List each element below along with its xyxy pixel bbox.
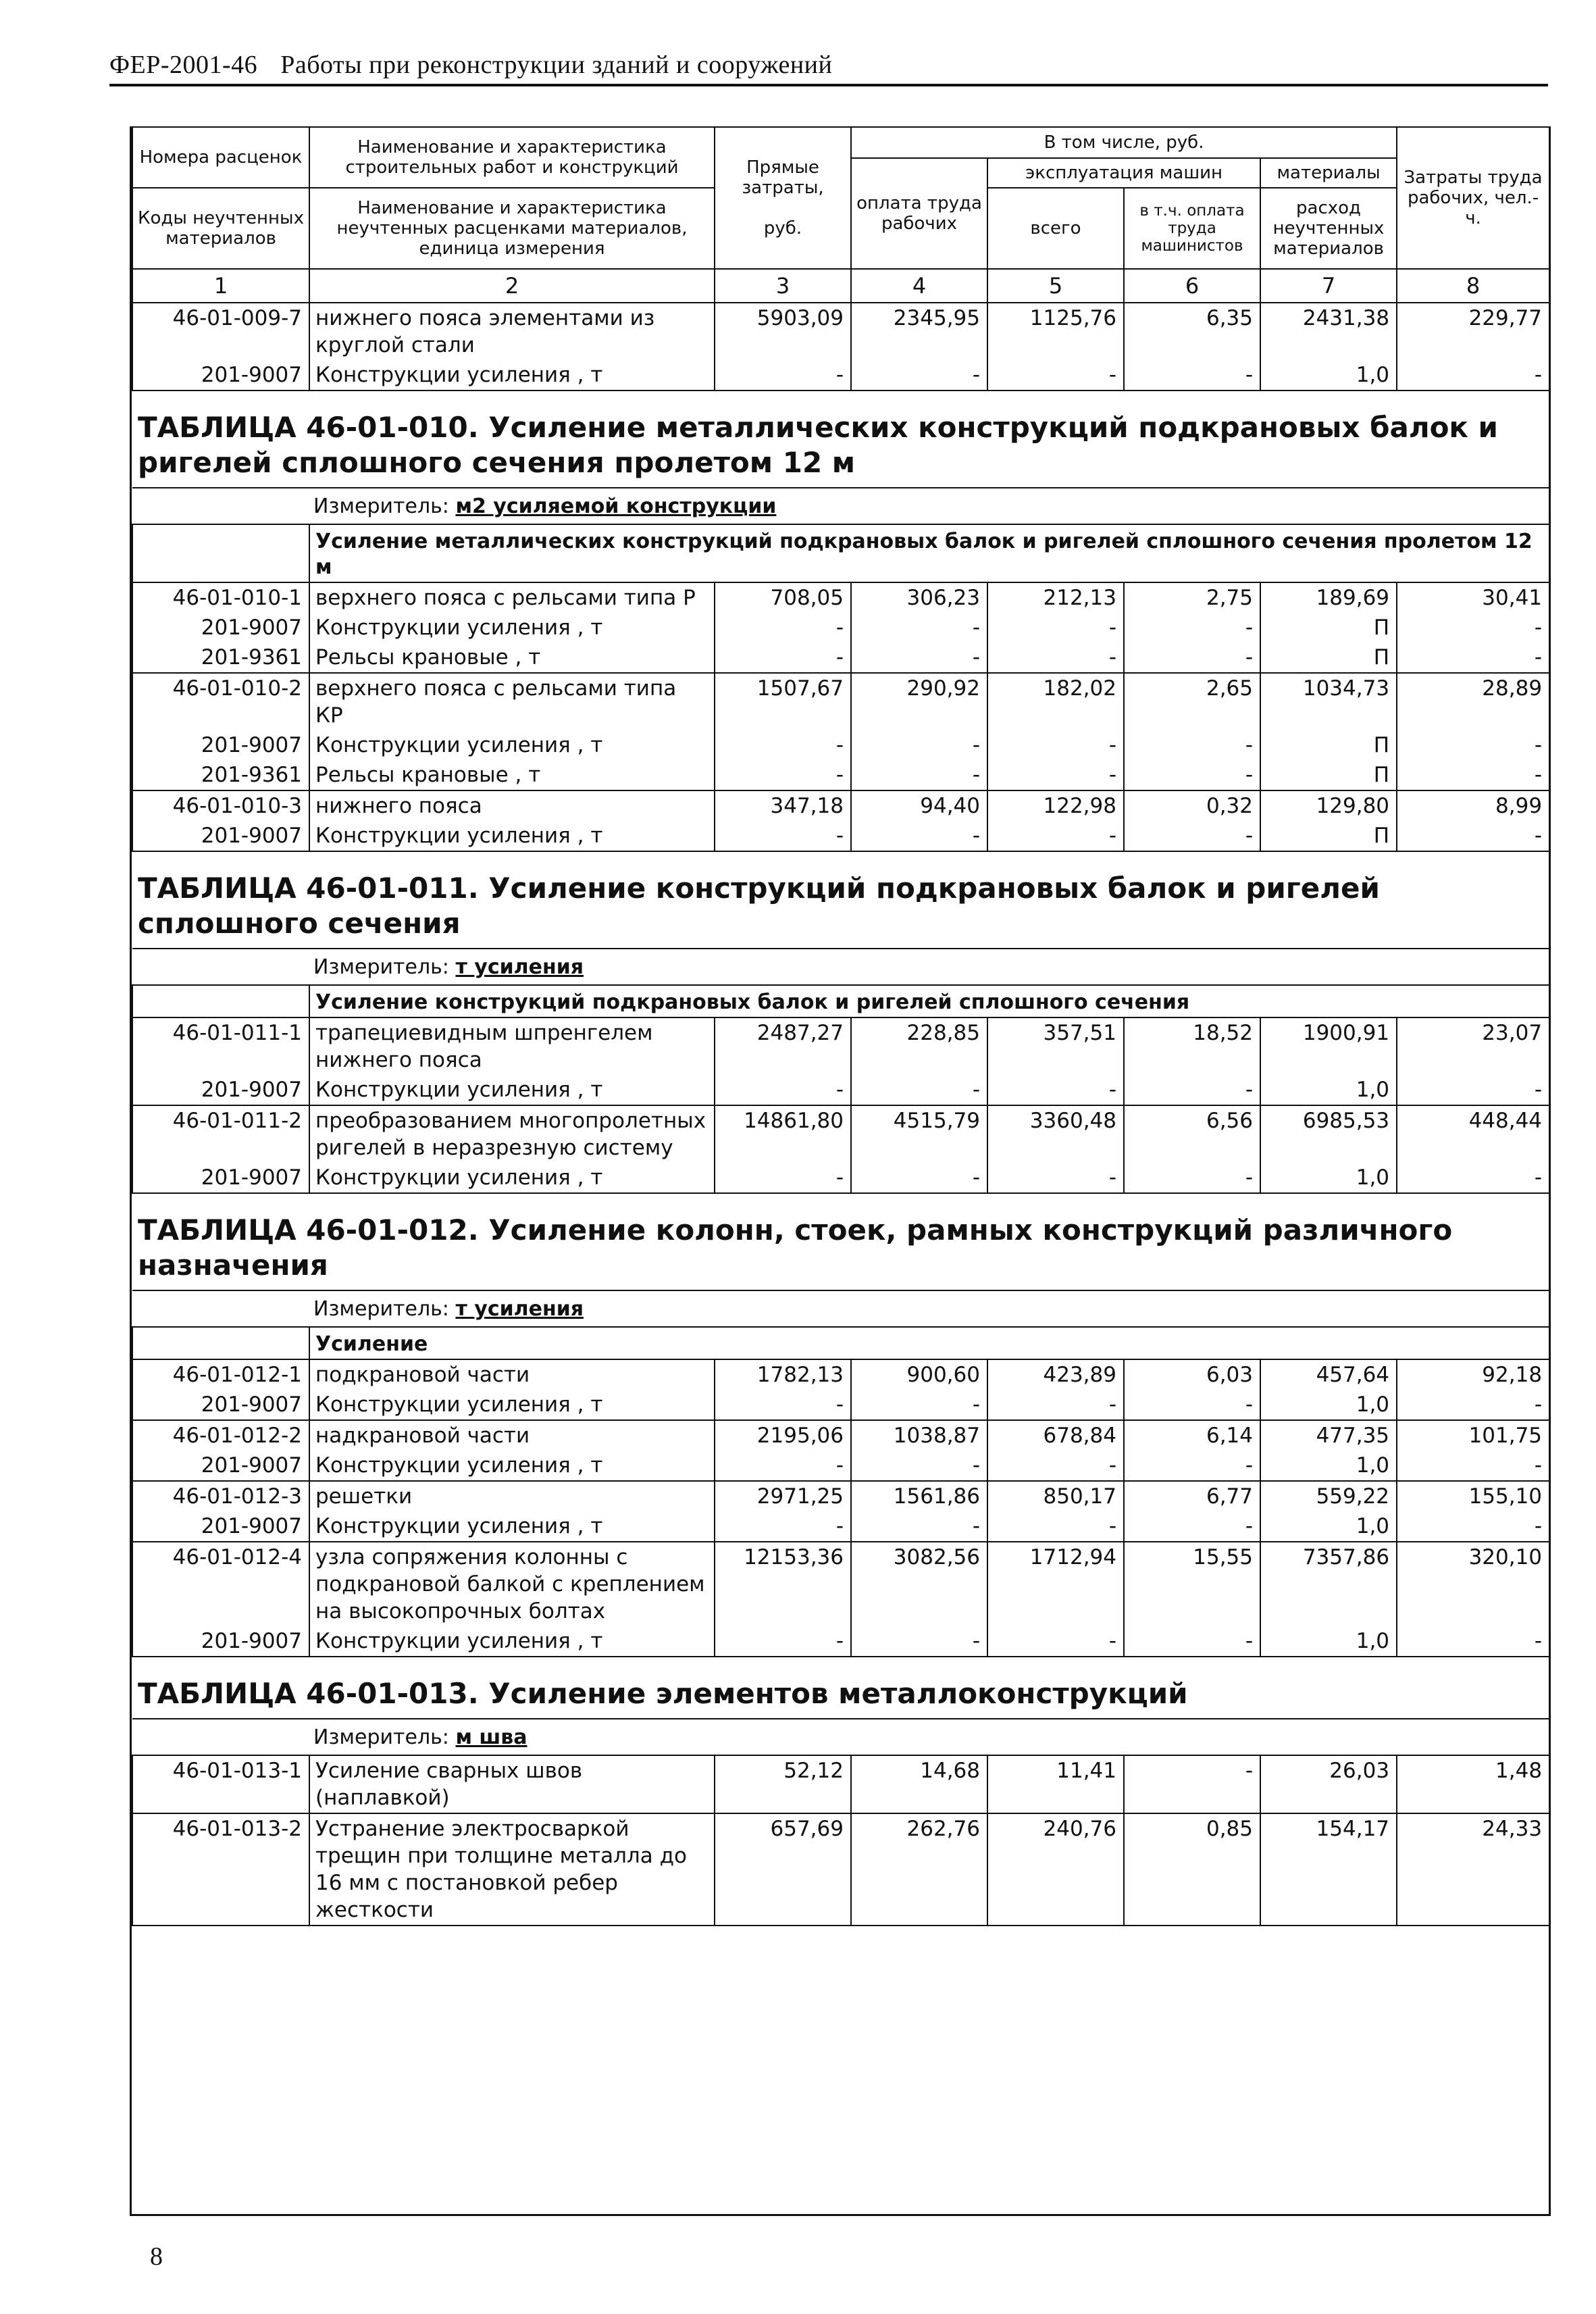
meter — [132, 1719, 1549, 1755]
section-row — [132, 524, 1549, 582]
machine-cost: 212,13 — [987, 582, 1124, 613]
table-row — [132, 1359, 1549, 1390]
machine-cost: 1125,76 — [987, 303, 1124, 360]
material-code: 201-9007 — [132, 1451, 309, 1481]
machinist-labor-cost: 2,75 — [1124, 582, 1260, 613]
machinist-labor-cost: - — [1124, 1390, 1260, 1420]
machinist-labor-cost: 0,85 — [1124, 1813, 1260, 1926]
labor-hours: - — [1397, 821, 1549, 851]
direct-cost: 347,18 — [715, 790, 851, 821]
machine-cost: 240,76 — [987, 1813, 1124, 1926]
header-materials: материалы — [1260, 158, 1397, 188]
material-description: Конструкции усиления , т — [309, 1390, 715, 1420]
materials-cost: 1900,91 — [1260, 1017, 1397, 1075]
header-workers: Затраты труда рабочих, чел.-ч. — [1397, 127, 1549, 269]
direct-cost: - — [715, 1075, 851, 1105]
machine-cost: - — [987, 613, 1124, 643]
rate-description: надкрановой части — [309, 1420, 715, 1451]
labor-hours: 8,99 — [1397, 790, 1549, 821]
materials-cost: 1,0 — [1260, 1626, 1397, 1657]
meter — [132, 949, 1549, 985]
materials-cost: 1,0 — [1260, 1451, 1397, 1481]
direct-cost: 1507,67 — [715, 673, 851, 730]
section-heading: Усиление конструкций подкрановых балок и ригелей сплошного сечения — [309, 985, 1549, 1017]
material-row — [132, 643, 1549, 673]
table-row — [132, 1481, 1549, 1511]
meter-row — [132, 949, 1549, 985]
table-row — [132, 1542, 1549, 1626]
document-code: ФЕР-2001-46 — [109, 51, 258, 79]
table-header-row — [132, 127, 1549, 158]
rate-description: трапециевидным шпренгелем нижнего пояса — [309, 1017, 715, 1075]
machinist-labor-cost: 6,03 — [1124, 1359, 1260, 1390]
material-description: Конструкции усиления , т — [309, 821, 715, 851]
direct-cost: - — [715, 1163, 851, 1193]
rate-description: подкрановой части — [309, 1359, 715, 1390]
section-blank — [132, 524, 309, 582]
material-row — [132, 821, 1549, 851]
column-number: 1 — [132, 269, 309, 303]
material-row — [132, 1390, 1549, 1420]
machinist-labor-cost: - — [1124, 1075, 1260, 1105]
material-description: Рельсы крановые , т — [309, 760, 715, 790]
meter-value: м2 усиляемой конструкции — [455, 495, 777, 518]
material-code: 201-9007 — [132, 1075, 309, 1105]
page-number: 8 — [150, 2242, 163, 2271]
labor-cost: - — [851, 730, 987, 760]
material-code: 201-9007 — [132, 821, 309, 851]
direct-cost: 657,69 — [715, 1813, 851, 1926]
machine-cost: - — [987, 1511, 1124, 1542]
machine-cost: - — [987, 1626, 1124, 1657]
rate-code: 46-01-010-3 — [132, 790, 309, 821]
machinist-labor-cost: 6,14 — [1124, 1420, 1260, 1451]
materials-cost: П — [1260, 643, 1397, 673]
direct-cost: - — [715, 730, 851, 760]
labor-hours: - — [1397, 1626, 1549, 1657]
labor-hours: - — [1397, 360, 1549, 391]
labor-cost: 14,68 — [851, 1755, 987, 1813]
machine-cost: 1712,94 — [987, 1542, 1124, 1626]
meter-row — [132, 1719, 1549, 1755]
direct-cost: 2195,06 — [715, 1420, 851, 1451]
machinist-labor-cost: - — [1124, 760, 1260, 790]
machinist-labor-cost: 0,32 — [1124, 790, 1260, 821]
column-number: 6 — [1124, 269, 1260, 303]
labor-hours: 92,18 — [1397, 1359, 1549, 1390]
machinist-labor-cost: 2,65 — [1124, 673, 1260, 730]
labor-cost: - — [851, 760, 987, 790]
material-description: Конструкции усиления , т — [309, 1511, 715, 1542]
meter-value: т усиления — [455, 955, 584, 979]
section-blank — [132, 985, 309, 1017]
labor-cost: 262,76 — [851, 1813, 987, 1926]
materials-cost: П — [1260, 821, 1397, 851]
material-description: Конструкции усиления , т — [309, 730, 715, 760]
rate-code: 46-01-010-2 — [132, 673, 309, 730]
rate-description: преобразованием многопролетных ригелей в неразрезную систему — [309, 1105, 715, 1163]
machinist-labor-cost: - — [1124, 360, 1260, 391]
labor-cost: - — [851, 360, 987, 391]
labor-hours: 229,77 — [1397, 303, 1549, 360]
section-row — [132, 985, 1549, 1017]
machinist-labor-cost: - — [1124, 1626, 1260, 1657]
table-title: ТАБЛИЦА 46-01-010. Усиление металлических конструкций подкрановых балок и ригелей сплошного сечения пролетом 12 м — [132, 391, 1549, 488]
machinist-labor-cost: - — [1124, 1163, 1260, 1193]
meter-label: Измеритель: — [313, 495, 449, 518]
document-title: Работы при реконструкции зданий и сооружений — [280, 51, 833, 79]
meter — [132, 488, 1549, 524]
machine-cost: - — [987, 360, 1124, 391]
materials-cost: 129,80 — [1260, 790, 1397, 821]
header-labor: оплата труда рабочих — [851, 158, 987, 269]
machine-cost: 678,84 — [987, 1420, 1124, 1451]
table-row — [132, 1755, 1549, 1813]
labor-cost: 1038,87 — [851, 1420, 987, 1451]
table-title: ТАБЛИЦА 46-01-012. Усиление колонн, стоек, рамных конструкций различного назначения — [132, 1193, 1549, 1290]
material-row — [132, 760, 1549, 790]
material-row — [132, 1451, 1549, 1481]
table-title: ТАБЛИЦА 46-01-011. Усиление конструкций подкрановых балок и ригелей сплошного сечения — [132, 851, 1549, 949]
direct-cost: - — [715, 1511, 851, 1542]
machine-cost: 11,41 — [987, 1755, 1124, 1813]
direct-cost: 2487,27 — [715, 1017, 851, 1075]
direct-cost: - — [715, 1451, 851, 1481]
meter-label: Измеритель: — [313, 1726, 449, 1749]
direct-cost: - — [715, 1626, 851, 1657]
labor-hours: - — [1397, 613, 1549, 643]
rate-code: 46-01-012-3 — [132, 1481, 309, 1511]
materials-cost: 1,0 — [1260, 1511, 1397, 1542]
table-row — [132, 1813, 1549, 1926]
machine-cost: - — [987, 1163, 1124, 1193]
machinist-labor-cost: - — [1124, 1755, 1260, 1813]
table-row — [132, 1420, 1549, 1451]
machine-cost: 3360,48 — [987, 1105, 1124, 1163]
header-machines: эксплуатация машин — [987, 158, 1260, 188]
labor-cost: - — [851, 613, 987, 643]
column-number: 8 — [1397, 269, 1549, 303]
table-row — [132, 673, 1549, 730]
materials-cost: 1034,73 — [1260, 673, 1397, 730]
materials-cost: 457,64 — [1260, 1359, 1397, 1390]
labor-cost: 900,60 — [851, 1359, 987, 1390]
labor-cost: - — [851, 1626, 987, 1657]
labor-hours: 155,10 — [1397, 1481, 1549, 1511]
labor-hours: - — [1397, 760, 1549, 790]
material-row — [132, 1075, 1549, 1105]
section-heading: Усиление — [309, 1327, 1549, 1359]
rate-description: Усиление сварных швов (наплавкой) — [309, 1755, 715, 1813]
labor-cost: 94,40 — [851, 790, 987, 821]
materials-cost: 1,0 — [1260, 1163, 1397, 1193]
column-number: 3 — [715, 269, 851, 303]
table-row — [132, 303, 1549, 360]
direct-cost: 12153,36 — [715, 1542, 851, 1626]
material-code: 201-9007 — [132, 360, 309, 391]
direct-cost: 708,05 — [715, 582, 851, 613]
meter — [132, 1290, 1549, 1327]
materials-cost: 6985,53 — [1260, 1105, 1397, 1163]
rate-code: 46-01-012-4 — [132, 1542, 309, 1626]
labor-cost: - — [851, 1163, 987, 1193]
machine-cost: - — [987, 821, 1124, 851]
table-title: ТАБЛИЦА 46-01-013. Усиление элементов металлоконструкций — [132, 1657, 1549, 1719]
labor-cost: 2345,95 — [851, 303, 987, 360]
direct-cost: - — [715, 643, 851, 673]
machinist-labor-cost: - — [1124, 730, 1260, 760]
direct-cost: 5903,09 — [715, 303, 851, 360]
machinist-labor-cost: 6,56 — [1124, 1105, 1260, 1163]
rate-description: нижнего пояса элементами из круглой стали — [309, 303, 715, 360]
labor-cost: - — [851, 643, 987, 673]
labor-hours: - — [1397, 1163, 1549, 1193]
machinist-labor-cost: - — [1124, 1511, 1260, 1542]
labor-cost: - — [851, 1451, 987, 1481]
material-row — [132, 360, 1549, 391]
column-number-row — [132, 269, 1549, 303]
labor-cost: - — [851, 1075, 987, 1105]
labor-cost: 3082,56 — [851, 1542, 987, 1626]
labor-hours: 101,75 — [1397, 1420, 1549, 1451]
materials-cost: 7357,86 — [1260, 1542, 1397, 1626]
material-code: 201-9007 — [132, 730, 309, 760]
meter-row — [132, 1290, 1549, 1327]
direct-cost: 52,12 — [715, 1755, 851, 1813]
direct-cost: 1782,13 — [715, 1359, 851, 1390]
materials-cost: П — [1260, 730, 1397, 760]
header-including: В том числе, руб. — [851, 127, 1397, 158]
material-description: Конструкции усиления , т — [309, 1451, 715, 1481]
labor-cost: 4515,79 — [851, 1105, 987, 1163]
rate-description: нижнего пояса — [309, 790, 715, 821]
machinist-labor-cost: 18,52 — [1124, 1017, 1260, 1075]
table-title-row — [132, 851, 1549, 949]
labor-hours: - — [1397, 730, 1549, 760]
machine-cost: 182,02 — [987, 673, 1124, 730]
material-description: Рельсы крановые , т — [309, 643, 715, 673]
table-row — [132, 1017, 1549, 1075]
machine-cost: 122,98 — [987, 790, 1124, 821]
section-blank — [132, 1327, 309, 1359]
materials-cost: 189,69 — [1260, 582, 1397, 613]
materials-cost: 1,0 — [1260, 1390, 1397, 1420]
table-row — [132, 582, 1549, 613]
labor-hours: - — [1397, 1451, 1549, 1481]
header-direct-label: Прямые затраты, — [742, 157, 824, 198]
machine-cost: 423,89 — [987, 1359, 1124, 1390]
rate-description: решетки — [309, 1481, 715, 1511]
labor-cost: 228,85 — [851, 1017, 987, 1075]
labor-hours: 1,48 — [1397, 1755, 1549, 1813]
labor-cost: - — [851, 821, 987, 851]
material-row — [132, 1626, 1549, 1657]
header-materials-sub: расход неучтенных материалов — [1260, 188, 1397, 269]
machine-cost: - — [987, 1390, 1124, 1420]
column-number: 5 — [987, 269, 1124, 303]
material-code: 201-9007 — [132, 1626, 309, 1657]
labor-hours: 24,33 — [1397, 1813, 1549, 1926]
header-machines-incl: в т.ч. оплата труда машинистов — [1124, 188, 1260, 269]
rate-description: Устранение электросваркой трещин при толщине металла до 16 мм с постановкой ребер жесткости — [309, 1813, 715, 1926]
section-row — [132, 1327, 1549, 1359]
machinist-labor-cost: 6,35 — [1124, 303, 1260, 360]
machine-cost: - — [987, 1075, 1124, 1105]
materials-cost: 1,0 — [1260, 360, 1397, 391]
price-table-sheet — [130, 126, 1551, 2216]
direct-cost: 2971,25 — [715, 1481, 851, 1511]
header-direct — [715, 127, 851, 269]
rate-description: верхнего пояса с рельсами типа КР — [309, 673, 715, 730]
material-description: Конструкции усиления , т — [309, 613, 715, 643]
labor-cost: 306,23 — [851, 582, 987, 613]
material-code: 201-9007 — [132, 1390, 309, 1420]
meter-row — [132, 488, 1549, 524]
rate-code: 46-01-013-2 — [132, 1813, 309, 1926]
labor-cost: - — [851, 1390, 987, 1420]
rate-code: 46-01-012-2 — [132, 1420, 309, 1451]
material-row — [132, 613, 1549, 643]
labor-hours: - — [1397, 1390, 1549, 1420]
material-code: 201-9007 — [132, 1163, 309, 1193]
material-code: 201-9361 — [132, 760, 309, 790]
rate-code: 46-01-012-1 — [132, 1359, 309, 1390]
labor-hours: 23,07 — [1397, 1017, 1549, 1075]
material-description: Конструкции усиления , т — [309, 1163, 715, 1193]
table-title-row — [132, 1657, 1549, 1719]
material-code: 201-9007 — [132, 1511, 309, 1542]
material-row — [132, 730, 1549, 760]
meter-value: т усиления — [455, 1297, 584, 1321]
materials-cost: П — [1260, 760, 1397, 790]
direct-cost: - — [715, 1390, 851, 1420]
materials-cost: 559,22 — [1260, 1481, 1397, 1511]
table-title-row — [132, 1193, 1549, 1290]
rate-description: верхнего пояса с рельсами типа Р — [309, 582, 715, 613]
rate-code: 46-01-011-2 — [132, 1105, 309, 1163]
direct-cost: - — [715, 613, 851, 643]
labor-cost: 290,92 — [851, 673, 987, 730]
material-row — [132, 1511, 1549, 1542]
machine-cost: - — [987, 643, 1124, 673]
material-description: Конструкции усиления , т — [309, 1075, 715, 1105]
table-title-row — [132, 391, 1549, 488]
rate-code: 46-01-013-1 — [132, 1755, 309, 1813]
machine-cost: - — [987, 760, 1124, 790]
material-description: Конструкции усиления , т — [309, 1626, 715, 1657]
column-number: 7 — [1260, 269, 1397, 303]
material-code: 201-9007 — [132, 613, 309, 643]
table-row — [132, 1105, 1549, 1163]
materials-cost: 26,03 — [1260, 1755, 1397, 1813]
machinist-labor-cost: - — [1124, 643, 1260, 673]
running-header — [109, 50, 1548, 86]
direct-cost: - — [715, 360, 851, 391]
machinist-labor-cost: 15,55 — [1124, 1542, 1260, 1626]
meter-label: Измеритель: — [313, 1297, 449, 1321]
labor-hours: - — [1397, 1075, 1549, 1105]
direct-cost: - — [715, 821, 851, 851]
material-description: Конструкции усиления , т — [309, 360, 715, 391]
header-name2: Наименование и характеристика неучтенных расценками материалов, единица измерения — [309, 188, 715, 269]
header-numbers: Номера расценок — [132, 127, 309, 188]
machinist-labor-cost: 6,77 — [1124, 1481, 1260, 1511]
table-row — [132, 790, 1549, 821]
materials-cost: 477,35 — [1260, 1420, 1397, 1451]
machine-cost: - — [987, 730, 1124, 760]
labor-cost: 1561,86 — [851, 1481, 987, 1511]
labor-hours: - — [1397, 643, 1549, 673]
labor-hours: 448,44 — [1397, 1105, 1549, 1163]
rate-description: узла сопряжения колонны с подкрановой балкой с креплением на высокопрочных болтах — [309, 1542, 715, 1626]
header-name: Наименование и характеристика строительных работ и конструкций — [309, 127, 715, 188]
material-row — [132, 1163, 1549, 1193]
column-number: 2 — [309, 269, 715, 303]
meter-label: Измеритель: — [313, 955, 449, 979]
price-table — [132, 126, 1550, 1926]
labor-cost: - — [851, 1511, 987, 1542]
section-heading: Усиление металлических конструкций подкрановых балок и ригелей сплошного сечения пролетом 12 м — [309, 524, 1549, 582]
labor-hours: - — [1397, 1511, 1549, 1542]
materials-cost: 154,17 — [1260, 1813, 1397, 1926]
header-direct-unit: руб. — [763, 218, 802, 238]
materials-cost: 1,0 — [1260, 1075, 1397, 1105]
labor-hours: 28,89 — [1397, 673, 1549, 730]
machinist-labor-cost: - — [1124, 821, 1260, 851]
column-number: 4 — [851, 269, 987, 303]
meter-value: м шва — [455, 1726, 527, 1749]
machine-cost: 357,51 — [987, 1017, 1124, 1075]
header-machines-total: всего — [987, 188, 1124, 269]
machine-cost: - — [987, 1451, 1124, 1481]
rate-code: 46-01-010-1 — [132, 582, 309, 613]
materials-cost: П — [1260, 613, 1397, 643]
labor-hours: 320,10 — [1397, 1542, 1549, 1626]
header-codes: Коды неучтенных материалов — [132, 188, 309, 269]
direct-cost: 14861,80 — [715, 1105, 851, 1163]
materials-cost: 2431,38 — [1260, 303, 1397, 360]
material-code: 201-9361 — [132, 643, 309, 673]
labor-hours: 30,41 — [1397, 582, 1549, 613]
machine-cost: 850,17 — [987, 1481, 1124, 1511]
rate-code: 46-01-009-7 — [132, 303, 309, 360]
machinist-labor-cost: - — [1124, 613, 1260, 643]
rate-code: 46-01-011-1 — [132, 1017, 309, 1075]
machinist-labor-cost: - — [1124, 1451, 1260, 1481]
direct-cost: - — [715, 760, 851, 790]
